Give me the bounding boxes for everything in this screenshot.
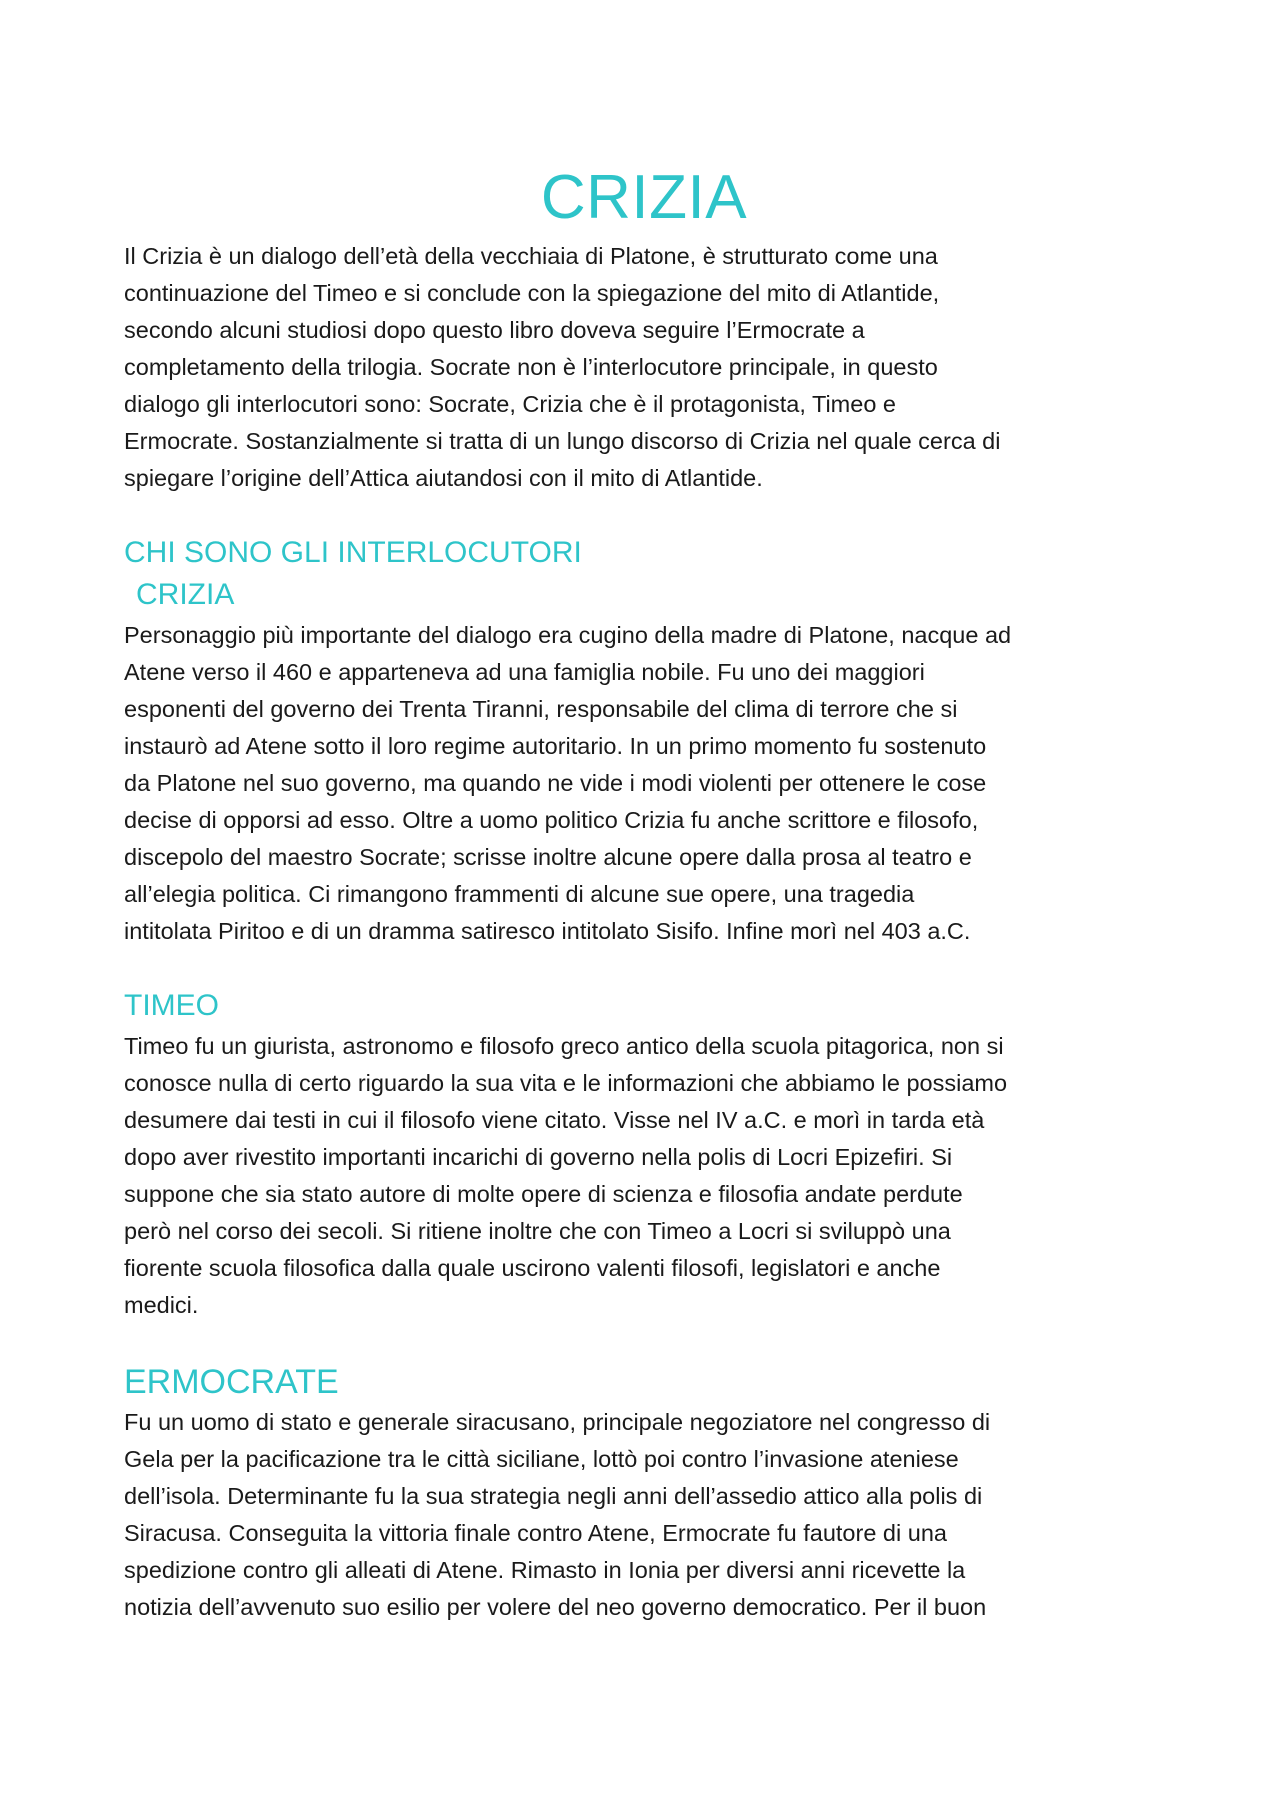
document-title: CRIZIA <box>540 163 748 232</box>
ermocrate-heading: ERMOCRATE <box>124 1363 339 1401</box>
crizia-paragraph: Personaggio più importante del dialogo era cugino della madre di Platone, nacque ad Atene verso il 460 e apparteneva ad una famiglia nobile. Fu uno dei maggiori esponenti del governo dei Trenta Tiranni, responsabile del clima di terrore che si instaurò ad Atene sotto il loro regime autoritario. In un primo momento fu sostenuto da Platone nel suo governo, ma quando ne vide i modi violenti per ottenere le cose decise di opporsi ad esso. Oltre a uomo politico Crizia fu anche scrittore e filosofo, discepolo del maestro Socrate; scrisse inoltre alcune opere dalla prosa al teatro e all’elegia politica. Ci rimangono frammenti di alcune sue opere, una tragedia intitolata Piritoo e di un dramma satiresco intitolato Sisifo. Infine morì nel 403 a.C. <box>124 622 1012 944</box>
timeo-heading: TIMEO <box>124 989 219 1022</box>
intro-paragraph: Il Crizia è un dialogo dell’età della vecchiaia di Platone, è strutturato come una continuazione del Timeo e si conclude con la spiegazione del mito di Atlantide, secondo alcuni studiosi dopo questo libro doveva seguire l’Ermocrate a completamento della trilogia. Socrate non è l’interlocutore principale, in questo dialogo gli interlocutori sono: Socrate, Crizia che è il protagonista, Timeo e Ermocrate. Sostanzialmente si tratta di un lungo discorso di Crizia nel quale cerca di spiegare l’origine dell’Attica aiutandosi con il mito di Atlantide. <box>124 243 1001 491</box>
ermocrate-paragraph: Fu un uomo di stato e generale siracusano, principale negoziatore nel congresso di Gela per la pacificazione tra le città siciliane, lottò poi contro l’invasione ateniese dell’isola. Determinante fu la sua strategia negli anni dell’assedio attico alla polis di Siracusa. Conseguita la vittoria finale contro Atene, Ermocrate fu fautore di una spedizione contro gli alleati di Atene. Rimasto in Ionia per diversi anni ricevette la notizia dell’avvenuto suo esilio per volere del neo governo democratico. Per il buon <box>124 1409 991 1620</box>
document-content <box>124 160 1164 1626</box>
interlocutors-heading: CHI SONO GLI INTERLOCUTORI <box>124 536 582 569</box>
timeo-paragraph: Timeo fu un giurista, astronomo e filosofo greco antico della scuola pitagorica, non si conosce nulla di certo riguardo la sua vita e le informazioni che abbiamo le possiamo desumere dai testi in cui il filosofo viene citato. Visse nel IV a.C. e morì in tarda età dopo aver rivestito importanti incarichi di governo nella polis di Locri Epizefiri. Si suppone che sia stato autore di molte opere di scienza e filosofia andate perdute però nel corso dei secoli. Si ritiene inoltre che con Timeo a Locri si sviluppò una fiorente scuola filosofica dalla quale uscirono valenti filosofi, legislatori e anche medici. <box>124 1033 1008 1318</box>
crizia-heading: CRIZIA <box>136 578 235 611</box>
